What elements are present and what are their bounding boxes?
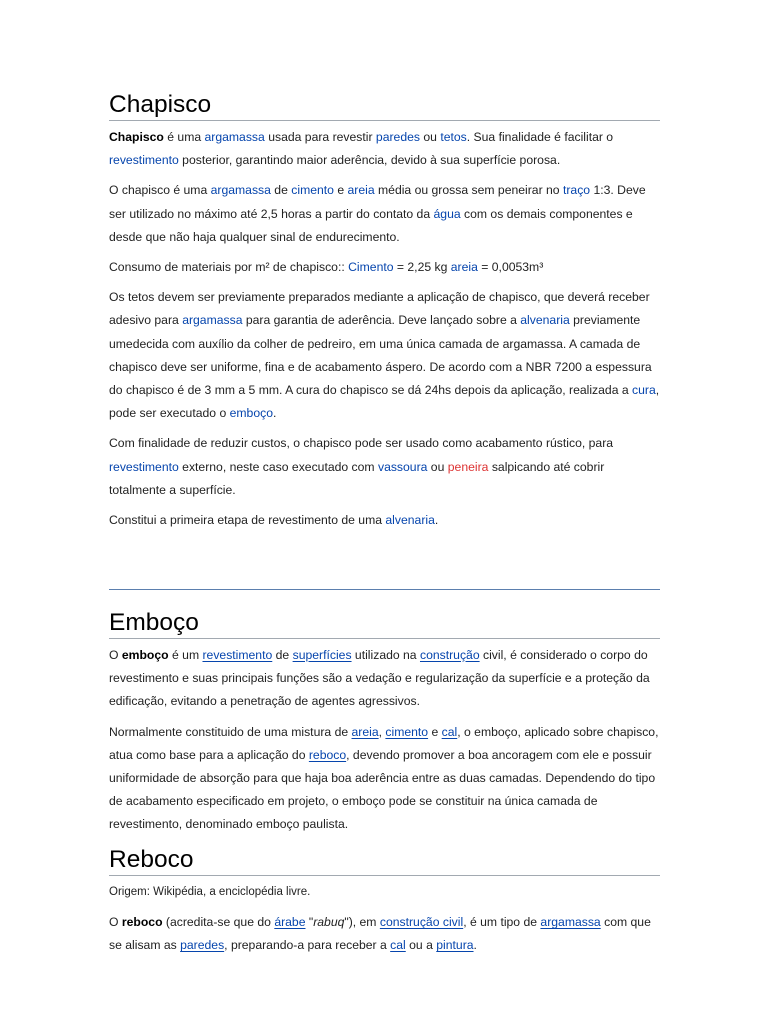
link-alvenaria[interactable]: alvenaria	[385, 513, 435, 528]
paragraph	[109, 286, 660, 425]
text: , o emboço, aplicado sobre chapisco, atua como base para a aplicação do	[109, 724, 659, 762]
text: , preparando-a para receber a	[224, 938, 391, 953]
text: salpicando até cobrir totalmente a superfície.	[109, 459, 605, 497]
link-argamassa[interactable]: argamassa	[204, 130, 265, 144]
paragraph	[109, 126, 660, 172]
text: ou a	[405, 938, 437, 953]
text: Consumo de materiais por m² de chapisco::	[109, 260, 349, 275]
link-superficies[interactable]: superfícies	[292, 648, 352, 662]
text: .	[434, 513, 439, 528]
link-paredes[interactable]: paredes	[180, 938, 225, 953]
text: Normalmente constituido de uma mistura de	[109, 724, 352, 739]
text: de	[272, 648, 293, 662]
link-emboco[interactable]: emboço	[229, 406, 273, 421]
text: é um	[168, 648, 203, 662]
link-cal[interactable]: cal	[441, 724, 458, 739]
link-cal[interactable]: cal	[390, 938, 406, 953]
link-argamassa[interactable]: argamassa	[210, 183, 271, 198]
text: "), em	[344, 915, 380, 930]
text: "	[305, 915, 314, 930]
text: (acredita-se que do	[162, 915, 275, 930]
link-areia[interactable]: areia	[351, 724, 379, 739]
heading-emboco: Emboço	[109, 609, 660, 639]
text: = 2,25 kg	[393, 260, 451, 275]
link-areia[interactable]: areia	[450, 260, 478, 275]
link-revestimento[interactable]: revestimento	[109, 459, 179, 474]
link-vassoura[interactable]: vassoura	[377, 459, 428, 474]
link-construcao[interactable]: construção	[419, 648, 480, 662]
text: usada para revestir	[264, 130, 376, 144]
link-cimento[interactable]: Cimento	[348, 260, 394, 275]
link-agua[interactable]: água	[433, 206, 461, 221]
text: e	[428, 724, 442, 739]
link-argamassa[interactable]: argamassa	[182, 313, 243, 328]
text: com que se alisam as	[109, 915, 651, 953]
text: 1:3. Deve ser utilizado no máximo até 2,5 horas a partir do contato da	[109, 183, 646, 221]
link-reboco[interactable]: reboco	[308, 747, 347, 762]
text: com os demais componentes e desde que não haja qualquer sinal de endurecimento.	[109, 206, 633, 244]
link-cimento[interactable]: cimento	[291, 183, 334, 198]
paragraph	[109, 432, 660, 502]
paragraph	[109, 179, 660, 249]
link-arabe[interactable]: árabe	[274, 915, 306, 930]
text: , devendo promover a boa ancoragem com ele e possuir uniformidade de absorção para que haja boa aderência entre as duas camadas. Dependendo do tipo de acabamento especificado em projeto, o emboço pode se constituir na única camada de revestimento, denominado emboço paulista.	[109, 747, 656, 832]
text: de	[270, 183, 292, 198]
link-revestimento[interactable]: revestimento	[202, 648, 273, 662]
text: externo, neste caso executado com	[178, 459, 378, 474]
text: ,	[378, 724, 386, 739]
redlink-peneira[interactable]: peneira	[447, 459, 489, 474]
section-reboco	[109, 846, 660, 965]
paragraph	[109, 721, 660, 837]
heading-chapisco: Chapisco	[109, 91, 660, 121]
paragraph	[109, 911, 660, 957]
text: O chapisco é uma	[109, 183, 211, 198]
link-pintura[interactable]: pintura	[436, 938, 474, 953]
link-construcao-civil[interactable]: construção civil	[379, 915, 464, 930]
text: para garantia de aderência. Deve lançado sobre a	[242, 313, 521, 328]
text: O	[109, 648, 122, 662]
link-cimento[interactable]: cimento	[385, 724, 429, 739]
text: , é um tipo de	[463, 915, 541, 930]
link-revestimento[interactable]: revestimento	[109, 153, 179, 168]
text: utilizado na	[351, 648, 420, 662]
text: ou	[419, 130, 441, 144]
text: , pode ser executado o	[109, 383, 660, 421]
paragraph	[109, 256, 660, 279]
bold-term: reboco	[121, 915, 163, 930]
section-emboco	[109, 609, 660, 844]
text: previamente umedecida com auxílio da colher de pedreiro, em uma única camada de argamassa. A camada de chapisco deve ser uniforme, fina e de acabamento áspero. De acordo com a NBR 7200 a espessura do chapisco é de 3 mm a 5 mm. A cura do chapisco se dá 24hs depois da aplicação, realizada a	[109, 313, 652, 398]
paragraph	[109, 509, 660, 532]
text: .	[272, 406, 277, 421]
link-alvenaria[interactable]: alvenaria	[520, 313, 570, 328]
paragraph	[109, 644, 660, 714]
section-separator	[109, 589, 660, 590]
text: = 0,0053m³	[477, 260, 544, 275]
link-tetos[interactable]: tetos	[440, 130, 467, 144]
text: ou	[427, 459, 448, 474]
section-chapisco	[109, 91, 660, 539]
link-traco[interactable]: traço	[562, 183, 591, 198]
text: Os tetos devem ser previamente preparados mediante a aplicação de chapisco, que deverá receber adesivo para	[109, 290, 650, 328]
heading-reboco: Reboco	[109, 846, 660, 876]
italic-term: rabuq	[313, 915, 345, 930]
text: média ou grossa sem peneirar no	[374, 183, 563, 198]
text: . Sua finalidade é facilitar o	[466, 130, 614, 144]
text: posterior, garantindo maior aderência, devido à sua superfície porosa.	[178, 153, 561, 168]
text: Com finalidade de reduzir custos, o chapisco pode ser usado como acabamento rústico, para	[109, 436, 614, 451]
bold-term: emboço	[121, 648, 169, 662]
origin-note: Origem: Wikipédia, a enciclopédia livre.	[109, 886, 311, 898]
bold-term: Chapisco	[109, 130, 164, 144]
text: Constitui a primeira etapa de revestimento de uma	[109, 513, 386, 528]
text: O	[109, 915, 122, 930]
text: civil, é considerado o corpo do revestimento e suas principais funções são a vedação e regularização da superfície e a proteção da edificação, evitando a penetração de agentes agressivos.	[109, 648, 650, 709]
link-argamassa[interactable]: argamassa	[540, 915, 601, 930]
text: é uma	[163, 130, 205, 144]
text: .	[473, 938, 477, 953]
text: e	[333, 183, 348, 198]
link-paredes[interactable]: paredes	[375, 130, 420, 144]
link-areia[interactable]: areia	[347, 183, 375, 198]
link-cura[interactable]: cura	[632, 383, 656, 398]
